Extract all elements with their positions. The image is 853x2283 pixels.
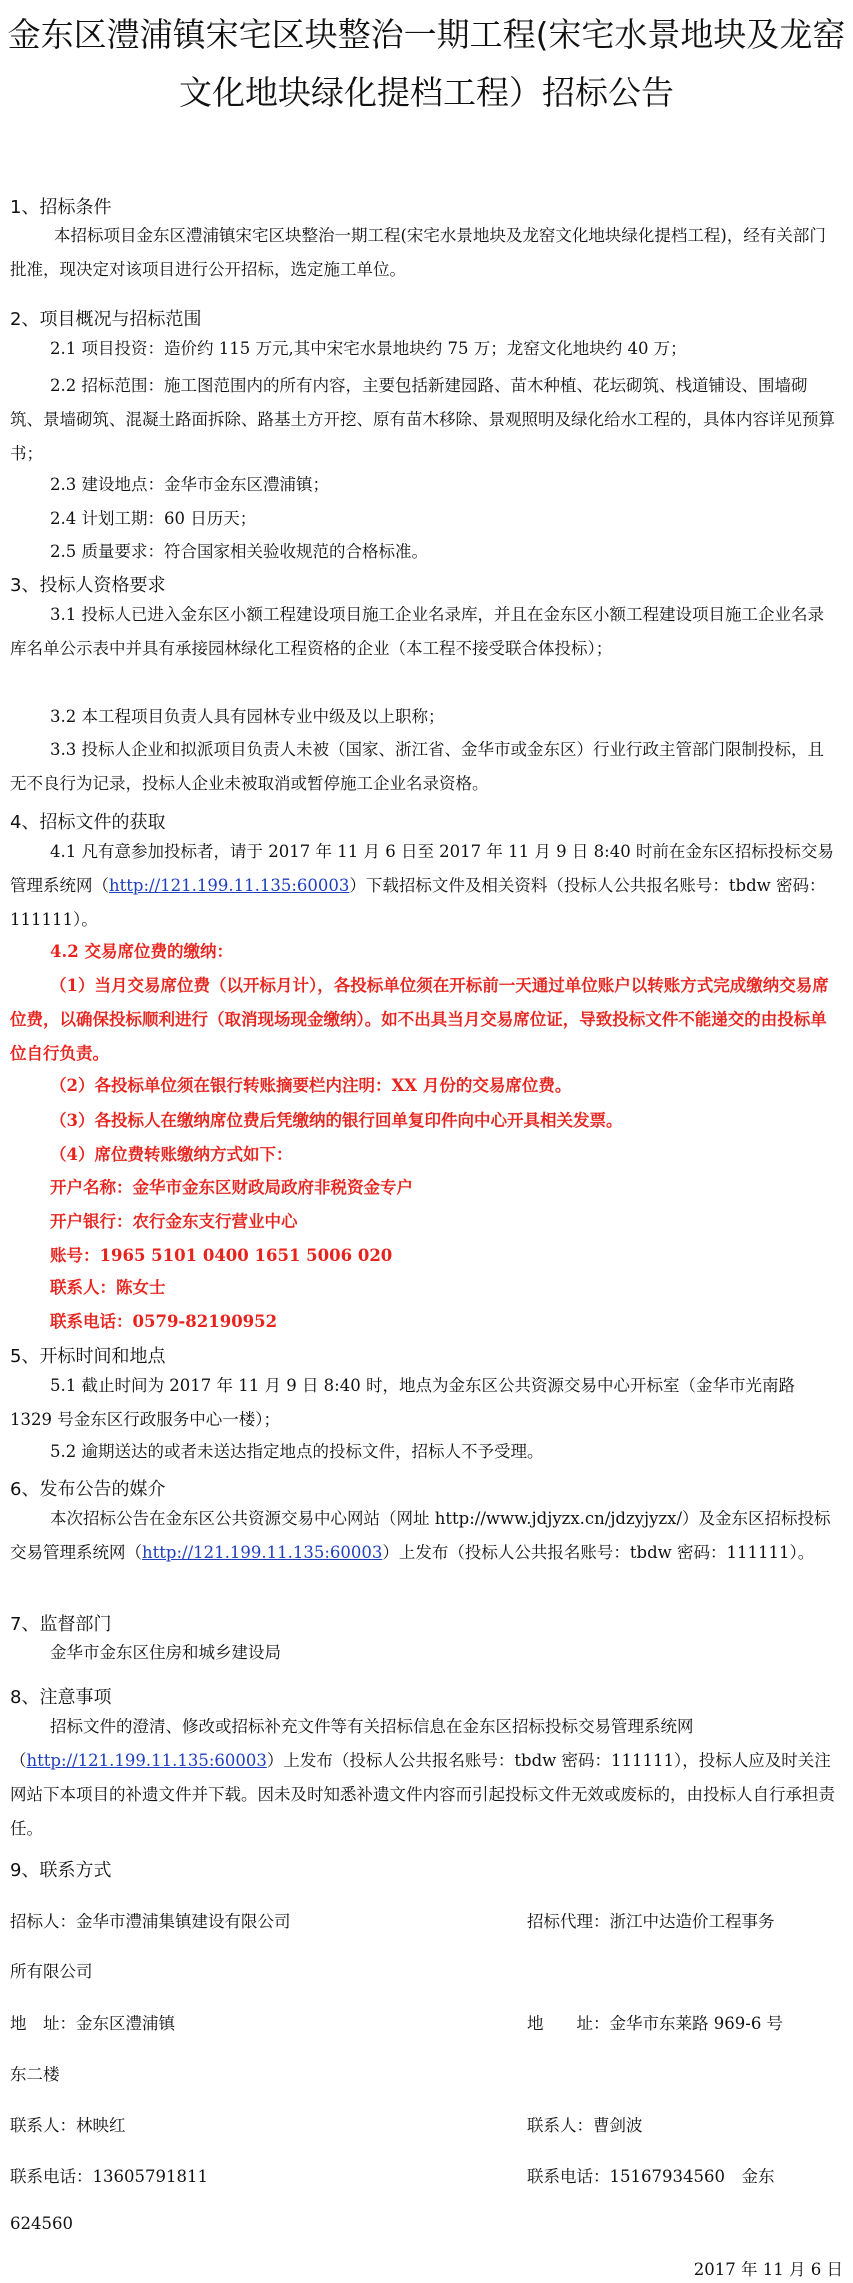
fee-contact-person: 联系人：陈女士 <box>50 1278 166 1297</box>
section-4-heading: 4、招标文件的获取 <box>10 812 166 833</box>
section-8-body <box>10 1710 838 1846</box>
agent-address: 地 址：金华市东莱路 969-6 号 <box>527 2014 784 2033</box>
section-5-heading: 5、开标时间和地点 <box>10 1346 166 1367</box>
fee-rule-2: （2）各投标单位须在银行转账摘要栏内注明：XX 月份的交易席位费。 <box>50 1076 572 1095</box>
agent-name-wrap: 所有限公司 <box>10 1962 93 1981</box>
section-5-item-2: 5.2 逾期送达的或者未送达指定地点的投标文件，招标人不予受理。 <box>50 1442 544 1461</box>
section-4-item-1 <box>10 835 838 937</box>
section-2-item-5: 2.5 质量要求：符合国家相关验收规范的合格标准。 <box>50 542 428 561</box>
account-bank: 开户银行：农行金东支行营业中心 <box>50 1212 298 1231</box>
section-1-heading: 1、招标条件 <box>10 197 112 218</box>
notice-date: 2017 年 11 月 6 日 <box>693 2260 843 2279</box>
trading-system-link-2[interactable]: http://121.199.11.135:60003 <box>142 1543 383 1562</box>
section-2-item-3: 2.3 建设地点：金华市金东区澧浦镇； <box>50 475 329 494</box>
fee-section-number: 4.2 <box>50 942 79 961</box>
fee-section-title <box>50 935 840 969</box>
fee-contact-phone: 联系电话：0579-82190952 <box>50 1312 278 1331</box>
supervisor-department: 金华市金东区住房和城乡建设局 <box>50 1643 281 1662</box>
agent-address-wrap: 东二楼 <box>10 2065 60 2084</box>
section-4-item-1-text-a: 4.1 凡有意参加投标者，请于 2017 年 11 月 6 日至 2017 年 11 月 9 日 8:40 时前在金东区招标投标交易管理系统网（ <box>10 842 834 895</box>
fee-rule-1: （1）当月交易席位费（以开标月计），各投标单位须在开标前一天通过单位账户以转账方式完成缴纳交易席位费，以确保投标顺利进行（取消现场现金缴纳）。如不出具当月交易席位证，导致投标文件不能递交的由投标单位自行负责。 <box>10 976 829 1063</box>
section-1-body: 本招标项目金东区澧浦镇宋宅区块整治一期工程(宋宅水景地块及龙窑文化地块绿化提档工程)，经有关部门批准，现决定对该项目进行公开招标，选定施工单位。 <box>10 226 826 279</box>
section-4-item-1-text-b: ）下载招标文件及相关资料（投标人公共报名账号：tbdw 密码：111111）。 <box>10 876 826 929</box>
page-title: 金东区澧浦镇宋宅区块整治一期工程(宋宅水景地块及龙窑文化地块绿化提档工程）招标公告 <box>7 15 846 112</box>
section-2-item-1: 2.1 项目投资：造价约 115 万元,其中宋宅水景地块约 75 万；龙窑文化地块约 40 万； <box>50 339 687 358</box>
section-8-text-a: 招标文件的澄清、修改或招标补充文件等有关招标信息在金东区招标投标交易管理系统网（ <box>10 1717 694 1770</box>
section-8-heading: 8、注意事项 <box>10 1687 112 1708</box>
section-6-text-a: 本次招标公告在金东区公共资源交易中心网站（网址 http://www.jdjyzx.cn/jdzyjyzx/）及金东区招标投标交易管理系统网（ <box>10 1509 831 1562</box>
account-name: 开户名称：金华市金东区财政局政府非税资金专户 <box>50 1178 413 1197</box>
section-9-heading: 9、联系方式 <box>10 1860 112 1881</box>
fee-rule-4: （4）席位费转账缴纳方式如下： <box>50 1145 293 1164</box>
section-3-item-2: 3.2 本工程项目负责人具有园林专业中级及以上职称； <box>50 707 445 726</box>
trading-system-link-3[interactable]: http://121.199.11.135:60003 <box>26 1751 267 1770</box>
agent-phone-wrap: 624560 <box>10 2214 73 2233</box>
section-6-heading: 6、发布公告的媒介 <box>10 1479 166 1500</box>
section-8-text-b: ）上发布（投标人公共报名账号：tbdw 密码：111111），投标人应及时关注网站下本项目的补遗文件并下载。因未及时知悉补遗文件内容而引起投标文件无效或废标的，由投标人自行承担责任。 <box>10 1751 835 1838</box>
agent-contact: 联系人：曹剑波 <box>527 2116 643 2135</box>
section-3-item-1: 3.1 投标人已进入金东区小额工程建设项目施工企业名录库，并且在金东区小额工程建设项目施工企业名录库名单公示表中并具有承接园林绿化工程资格的企业（本工程不接受联合体投标）； <box>10 605 824 658</box>
account-number: 账号：1965 5101 0400 1651 5006 020 <box>50 1246 393 1265</box>
fee-section-label: 交易席位费的缴纳： <box>78 942 233 961</box>
agent-phone: 联系电话：15167934560 金东 <box>527 2167 775 2186</box>
section-3-heading: 3、投标人资格要求 <box>10 575 166 596</box>
fee-rule-3: （3）各投标人在缴纳席位费后凭缴纳的银行回单复印件向中心开具相关发票。 <box>50 1111 623 1130</box>
section-3-item-3: 3.3 投标人企业和拟派项目负责人未被（国家、浙江省、金华市或金东区）行业行政主管部门限制投标，且无不良行为记录，投标人企业未被取消或暂停施工企业名录资格。 <box>10 740 824 793</box>
section-6-body <box>10 1502 838 1570</box>
tenderer-name: 招标人：金华市澧浦集镇建设有限公司 <box>10 1912 291 1931</box>
tenderer-contact: 联系人：林映红 <box>10 2116 126 2135</box>
section-6-text-b: ）上发布（投标人公共报名账号：tbdw 密码：111111）。 <box>382 1543 815 1562</box>
section-2-heading: 2、项目概况与招标范围 <box>10 309 202 330</box>
section-7-heading: 7、监督部门 <box>10 1614 112 1635</box>
section-2-item-2: 2.2 招标范围：施工图范围内的所有内容，主要包括新建园路、苗木种植、花坛砌筑、栈道铺设、围墙砌筑、景墙砌筑、混凝土路面拆除、路基土方开挖、原有苗木移除、景观照明及绿化给水工程的，具体内容详见预算书； <box>10 376 835 463</box>
section-5-item-1: 5.1 截止时间为 2017 年 11 月 9 日 8:40 时，地点为金东区公共资源交易中心开标室（金华市光南路 1329 号金东区行政服务中心一楼）； <box>10 1376 795 1429</box>
tenderer-phone: 联系电话：13605791811 <box>10 2167 208 2186</box>
section-2-item-4: 2.4 计划工期：60 日历天； <box>50 509 257 528</box>
tenderer-address: 地 址：金东区澧浦镇 <box>10 2014 175 2033</box>
agent-name: 招标代理：浙江中达造价工程事务 <box>527 1912 775 1931</box>
trading-system-link[interactable]: http://121.199.11.135:60003 <box>109 876 350 895</box>
